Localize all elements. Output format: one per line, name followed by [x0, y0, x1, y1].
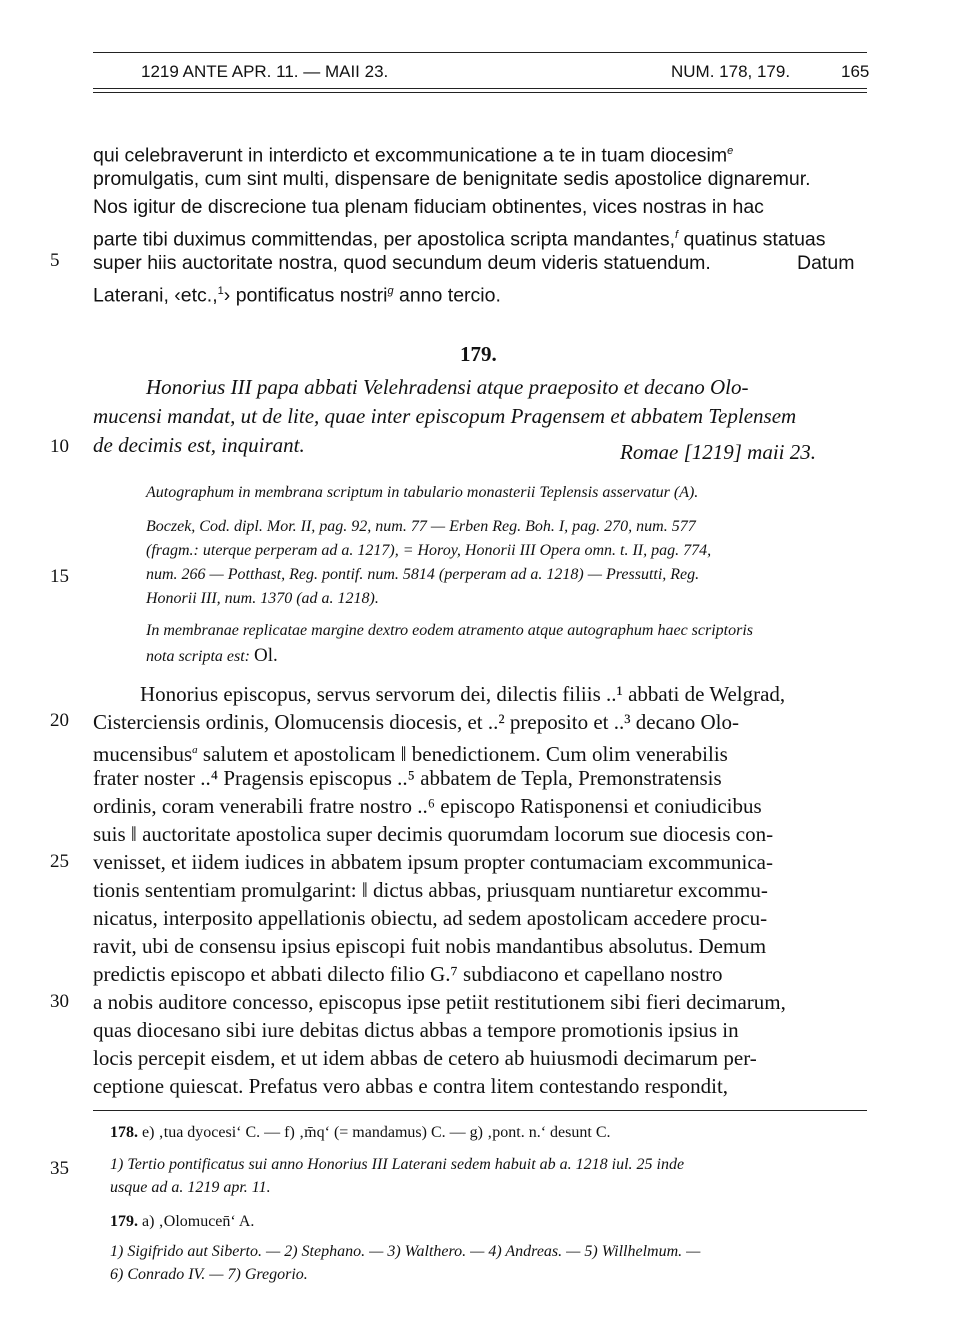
- text-line-4: frater noster ..⁴ Pragensis episcopus ..⁵ abbatem de Tepla, Premonstratensis: [93, 766, 722, 790]
- text-line-7: venisset, et iidem iudices in abbatem ipsum propter contumaciam excommunica-: [93, 850, 773, 874]
- text-line-9: nicatus, interposito appellationis obiectu, ad sedem apostolicam accedere procu-: [93, 906, 768, 930]
- page-number: 165: [841, 62, 870, 81]
- doc178-line-4: parte tibi duximus committendas, per apostolica scripta mandantes,$^f$ quatinus statuas: [93, 228, 826, 251]
- header-bottom-rule: [93, 88, 867, 89]
- text-line-8: tionis sententiam promulgarint: ‖ dictus abbas, priusquam nuntiaretur excommu-: [93, 878, 768, 902]
- footnote-178-1b: usque ad a. 1219 apr. 11.: [110, 1179, 271, 1196]
- header-dates: 1219 ANTE APR. 11. — MAII 23.: [141, 62, 389, 81]
- footnote-178-1: 1) Tertio pontificatus sui anno Honorius III Laterani sedem habuit ab a. 1218 iul. 25 inde: [110, 1156, 685, 1173]
- doc178-datum: Datum: [797, 252, 855, 274]
- text-line-3: mucensibus$^a$ salutem et apostolicam ‖ benedictionem. Cum olim venerabilis: [93, 742, 728, 766]
- text-line-15: ceptione quiescat. Prefatus vero abbas e contra litem contestando respondit,: [93, 1074, 729, 1098]
- text-line-2: Cisterciensis ordinis, Olomucensis diocesis, et ..² preposito et ..³ decano Olo-: [93, 710, 739, 734]
- regest-line-1: Honorius III papa abbati Velehradensi atque praeposito et decano Olo-: [146, 375, 749, 399]
- source-line-7: nota scripta est: Ol.: [146, 645, 278, 666]
- doc178-line-2: promulgatis, cum sint multi, dispensare de benignitate sedis apostolice dignaremur.: [93, 168, 811, 190]
- source-line-4: num. 266 — Potthast, Reg. pontif. num. 5814 (perperam ad a. 1218) — Pressutti, Reg.: [146, 566, 700, 583]
- text-line-11: predictis episcopo et abbati dilecto filio G.⁷ subdiacono et capellano nostro: [93, 962, 723, 986]
- text-line-1: Honorius episcopus, servus servorum dei, dilectis filiis ..¹ abbati de Welgrad,: [140, 682, 786, 706]
- header-doc-numbers: NUM. 178, 179.: [671, 62, 791, 81]
- regest-line-2: mucensi mandat, ut de lite, quae inter episcopum Pragensem et abbatem Teplensem: [93, 404, 797, 428]
- source-line-2: Boczek, Cod. dipl. Mor. II, pag. 92, num. 77 — Erben Reg. Boh. I, pag. 270, num. 577: [146, 518, 696, 535]
- footnote-179-notes: 1) Sigifrido aut Siberto. — 2) Stephano. — 3) Walthero. — 4) Andreas. — 5) Willhelmum. —: [110, 1243, 701, 1260]
- line-number-20: 20: [50, 710, 69, 731]
- line-number-10: 10: [50, 436, 69, 457]
- footnotes-178: 178. e) ‚tua dyocesi‘ C. — f) ‚m̄q‘ (= mandamus) C. — g) ‚pont. n.‘ desunt C.: [110, 1124, 611, 1141]
- doc178-line-3: Nos igitur de discrecione tua plenam fiduciam obtinentes, vices nostras in hac: [93, 196, 764, 218]
- doc179-date: Romae [1219] maii 23.: [620, 440, 816, 464]
- line-number-15: 15: [50, 566, 69, 587]
- doc179-number: 179.: [460, 342, 497, 366]
- source-line-5: Honorii III, num. 1370 (ad a. 1218).: [146, 590, 379, 607]
- line-number-5: 5: [50, 250, 60, 271]
- text-line-14: locis percepit eisdem, et ut idem abbas de cetero ab huiusmodi decimarum per-: [93, 1046, 757, 1070]
- footnotes-179: 179. a) ‚Olomucen̄‘ A.: [110, 1213, 255, 1230]
- doc178-line-1: qui celebraverunt in interdicto et excommunicatione a te in tuam diocesim$^e$: [93, 144, 734, 167]
- text-line-10: ravit, ubi de consensu ipsius episcopi fuit nobis mandantibus absolutus. Demum: [93, 934, 767, 958]
- text-line-12: a nobis auditore concesso, episcopus ipse petiit restitutionem sibi fieri decimarum,: [93, 990, 786, 1014]
- header-bottom-rule-2: [93, 92, 867, 93]
- line-number-35: 35: [50, 1158, 69, 1179]
- source-line-6: In membranae replicatae margine dextro eodem atramento atque autographum haec scriptoris: [146, 622, 754, 639]
- text-line-5: ordinis, coram venerabili fratre nostro ..⁶ episcopo Ratisponensi et coniudicibus: [93, 794, 762, 818]
- doc178-line-5: super hiis auctoritate nostra, quod secundum deum videris statuendum.: [93, 252, 711, 274]
- line-number-25: 25: [50, 851, 69, 872]
- footnote-rule: [93, 1110, 867, 1111]
- running-header: [93, 60, 870, 86]
- doc178-line-6: Laterani, ‹etc.,$^1$› pontificatus nostri$^g$ anno tercio.: [93, 284, 501, 307]
- line-number-30: 30: [50, 991, 69, 1012]
- header-top-rule: [93, 52, 867, 53]
- source-line-3: (fragm.: uterque perperam ad a. 1217), = Horoy, Honorii III Opera omn. t. II, pag. 774,: [146, 542, 712, 559]
- text-line-6: suis ‖ auctoritate apostolica super decimis quorumdam locorum sue diocesis con-: [93, 822, 774, 846]
- regest-line-3: de decimis est, inquirant.: [93, 433, 305, 457]
- scribe-note: Ol.: [254, 645, 278, 666]
- text-line-13: quas diocesano sibi iure debitas dictus abbas a tempore promotionis ipsius in: [93, 1018, 739, 1042]
- footnote-179-notes-b: 6) Conrado IV. — 7) Gregorio.: [110, 1266, 308, 1283]
- source-line-1: Autographum in membrana scriptum in tabulario monasterii Teplensis asservatur (A).: [146, 484, 699, 501]
